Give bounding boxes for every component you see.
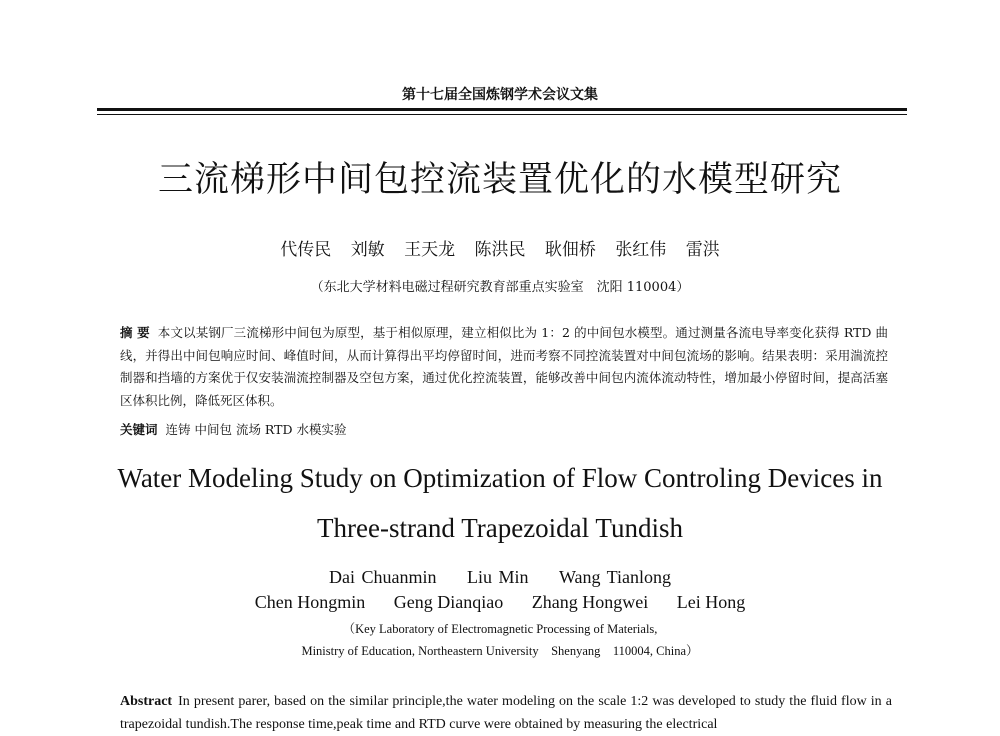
author-cn: 王天龙 bbox=[404, 240, 456, 260]
keywords-cn-label: 关键词 bbox=[120, 422, 158, 437]
paper-title-cn: 三流梯形中间包控流装置优化的水模型研究 bbox=[157, 160, 842, 200]
author-cn: 张红伟 bbox=[615, 240, 667, 260]
conference-header: 第十七届全国炼钢学术会议文集 bbox=[402, 87, 598, 103]
author-cn: 耿佃桥 bbox=[544, 240, 596, 260]
abstract-en bbox=[120, 690, 892, 736]
abstract-cn-label: 摘 要 bbox=[120, 325, 150, 340]
abstract-en-text: In present parer, based on the similar principle,the water modeling on the scale 1:2 was developed to study the fluid flow in a trapezoidal tundish.The response time,peak time and RTD curve were obtained by measuring the electrical bbox=[120, 694, 892, 732]
affiliation-cn: （东北大学材料电磁过程研究教育部重点实验室 沈阳 110004） bbox=[310, 280, 690, 295]
abstract-cn bbox=[120, 322, 888, 412]
author-en: Dai Chuanmin bbox=[328, 567, 437, 587]
authors-cn bbox=[0, 235, 1000, 260]
abstract-cn-text: 本文以某钢厂三流梯形中间包为原型，基于相似原理，建立相似比为 1：2 的中间包水模型。通过测量各流电导率变化获得 RTD 曲线，并得出中间包响应时间、峰值时间，从而计算得出平均停留时间，进而考察不同控流装置对中间包流场的影响。结果表明：采用湍流控制器和挡墙的方案优于仅安装湍流控制器及空包方案，通过优化控流装置，能够改善中间包内流体流动特性，增加最小停留时间，提高活塞区体积比例，降低死区体积。 bbox=[120, 325, 888, 408]
author-en: Zhang Hongwei bbox=[531, 592, 649, 612]
author-en: Lei Hong bbox=[676, 592, 746, 612]
keywords-cn bbox=[120, 420, 888, 438]
author-en: Liu Min bbox=[466, 567, 529, 587]
keywords-cn-text: 连铸 中间包 流场 RTD 水模实验 bbox=[165, 422, 347, 437]
author-cn: 代传民 bbox=[280, 240, 332, 260]
header-rule-thin bbox=[97, 114, 907, 115]
author-en: Geng Dianqiao bbox=[393, 592, 504, 612]
paper-title-en-line1: Water Modeling Study on Optimization of Flow Controling Devices in bbox=[117, 463, 883, 493]
header-rule-thick bbox=[97, 108, 907, 111]
author-cn: 陈洪民 bbox=[474, 240, 526, 260]
affiliation-en-line2: Ministry of Education, Northeastern University Shenyang 110004, China） bbox=[301, 644, 699, 658]
authors-en-row1 bbox=[0, 567, 1000, 588]
affiliation-en-line1: （Key Laboratory of Electromagnetic Processing of Materials, bbox=[342, 622, 658, 636]
author-en: Chen Hongmin bbox=[254, 592, 366, 612]
authors-en-row2 bbox=[0, 592, 1000, 613]
author-en: Wang Tianlong bbox=[558, 567, 672, 587]
abstract-en-label: Abstract bbox=[120, 694, 173, 709]
paper-title-en-line2: Three-strand Trapezoidal Tundish bbox=[317, 513, 683, 543]
author-cn: 雷洪 bbox=[685, 240, 720, 260]
author-cn: 刘敏 bbox=[350, 240, 385, 260]
